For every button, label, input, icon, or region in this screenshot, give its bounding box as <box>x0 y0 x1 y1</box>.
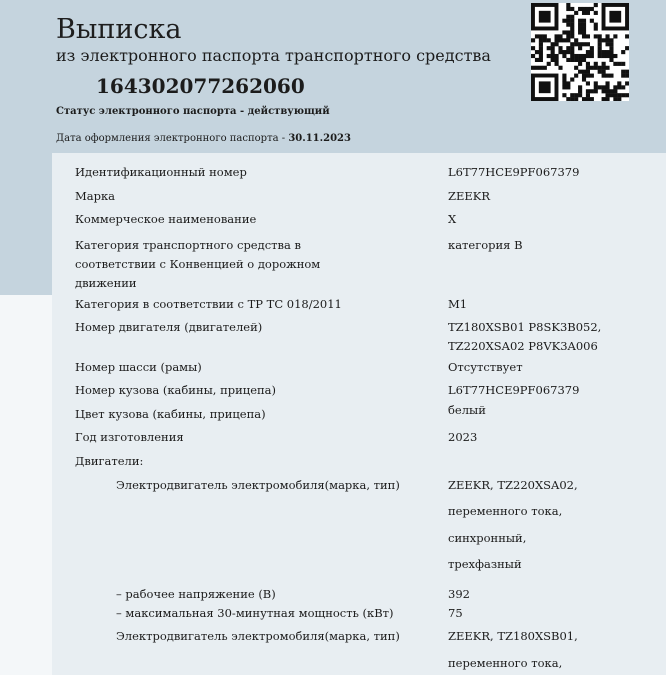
motor-1-value-line-4: трехфазный <box>448 557 522 571</box>
body-number-value: L6T77HCE9PF067379 <box>448 383 580 397</box>
body-color-value: белый <box>448 403 486 417</box>
power-label: – максимальная 30-минутная мощность (кВт) <box>116 606 394 620</box>
category-label-line-3: движении <box>75 276 137 290</box>
vin-label: Идентификационный номер <box>75 165 247 179</box>
body-color-label: Цвет кузова (кабины, прицепа) <box>75 407 266 421</box>
body-number-label: Номер кузова (кабины, прицепа) <box>75 383 277 397</box>
category-value: категория B <box>448 238 523 252</box>
engines-heading: Двигатели: <box>75 454 144 468</box>
document-subtitle: из электронного паспорта транспортного средства <box>56 46 491 65</box>
passport-number: 164302077262060 <box>96 74 305 98</box>
category-label-line-1: Категория транспортного средства в <box>75 238 301 252</box>
passport-status: Статус электронного паспорта - действующий <box>56 106 330 117</box>
brand-label: Марка <box>75 189 116 203</box>
motor-1-value-line-1: ZEEKR, TZ220XSA02, <box>448 478 578 492</box>
motor-2-value-line-2: переменного тока, <box>448 656 563 670</box>
vin-value: L6T77HCE9PF067379 <box>448 165 580 179</box>
engine-number-label: Номер двигателя (двигателей) <box>75 320 263 334</box>
year-value: 2023 <box>448 430 478 444</box>
qr-code-icon <box>531 3 629 101</box>
engine-number-value-line-2: TZ220XSA02 P8VK3A006 <box>448 339 598 353</box>
motor-2-label: Электродвигатель электромобиля(марка, тип) <box>116 629 400 643</box>
issue-date-label: Дата оформления электронного паспорта - <box>56 133 289 144</box>
chassis-value: Отсутствует <box>448 360 523 374</box>
motor-1-value-line-2: переменного тока, <box>448 504 563 518</box>
category-tr-value: M1 <box>448 297 468 311</box>
issue-date-line <box>56 132 351 146</box>
brand-value: ZEEKR <box>448 189 491 203</box>
engine-number-value-line-1: TZ180XSB01 P8SK3B052, <box>448 320 602 334</box>
motor-1-value-line-3: синхронный, <box>448 531 527 545</box>
year-label: Год изготовления <box>75 430 184 444</box>
document-title: Выписка <box>56 14 182 45</box>
motor-1-label: Электродвигатель электромобиля(марка, тип) <box>116 478 400 492</box>
voltage-value: 392 <box>448 587 470 601</box>
category-tr-label: Категория в соответствии с ТР ТС 018/2011 <box>75 297 342 311</box>
commercial-name-value: X <box>448 212 457 226</box>
category-label-line-2: соответствии с Конвенцией о дорожном <box>75 257 321 271</box>
power-value: 75 <box>448 606 463 620</box>
motor-2-value-line-1: ZEEKR, TZ180XSB01, <box>448 629 578 643</box>
chassis-label: Номер шасси (рамы) <box>75 360 202 374</box>
side-band <box>0 153 52 295</box>
voltage-label: – рабочее напряжение (В) <box>116 587 276 601</box>
issue-date-value: 30.11.2023 <box>288 133 351 144</box>
commercial-name-label: Коммерческое наименование <box>75 212 257 226</box>
